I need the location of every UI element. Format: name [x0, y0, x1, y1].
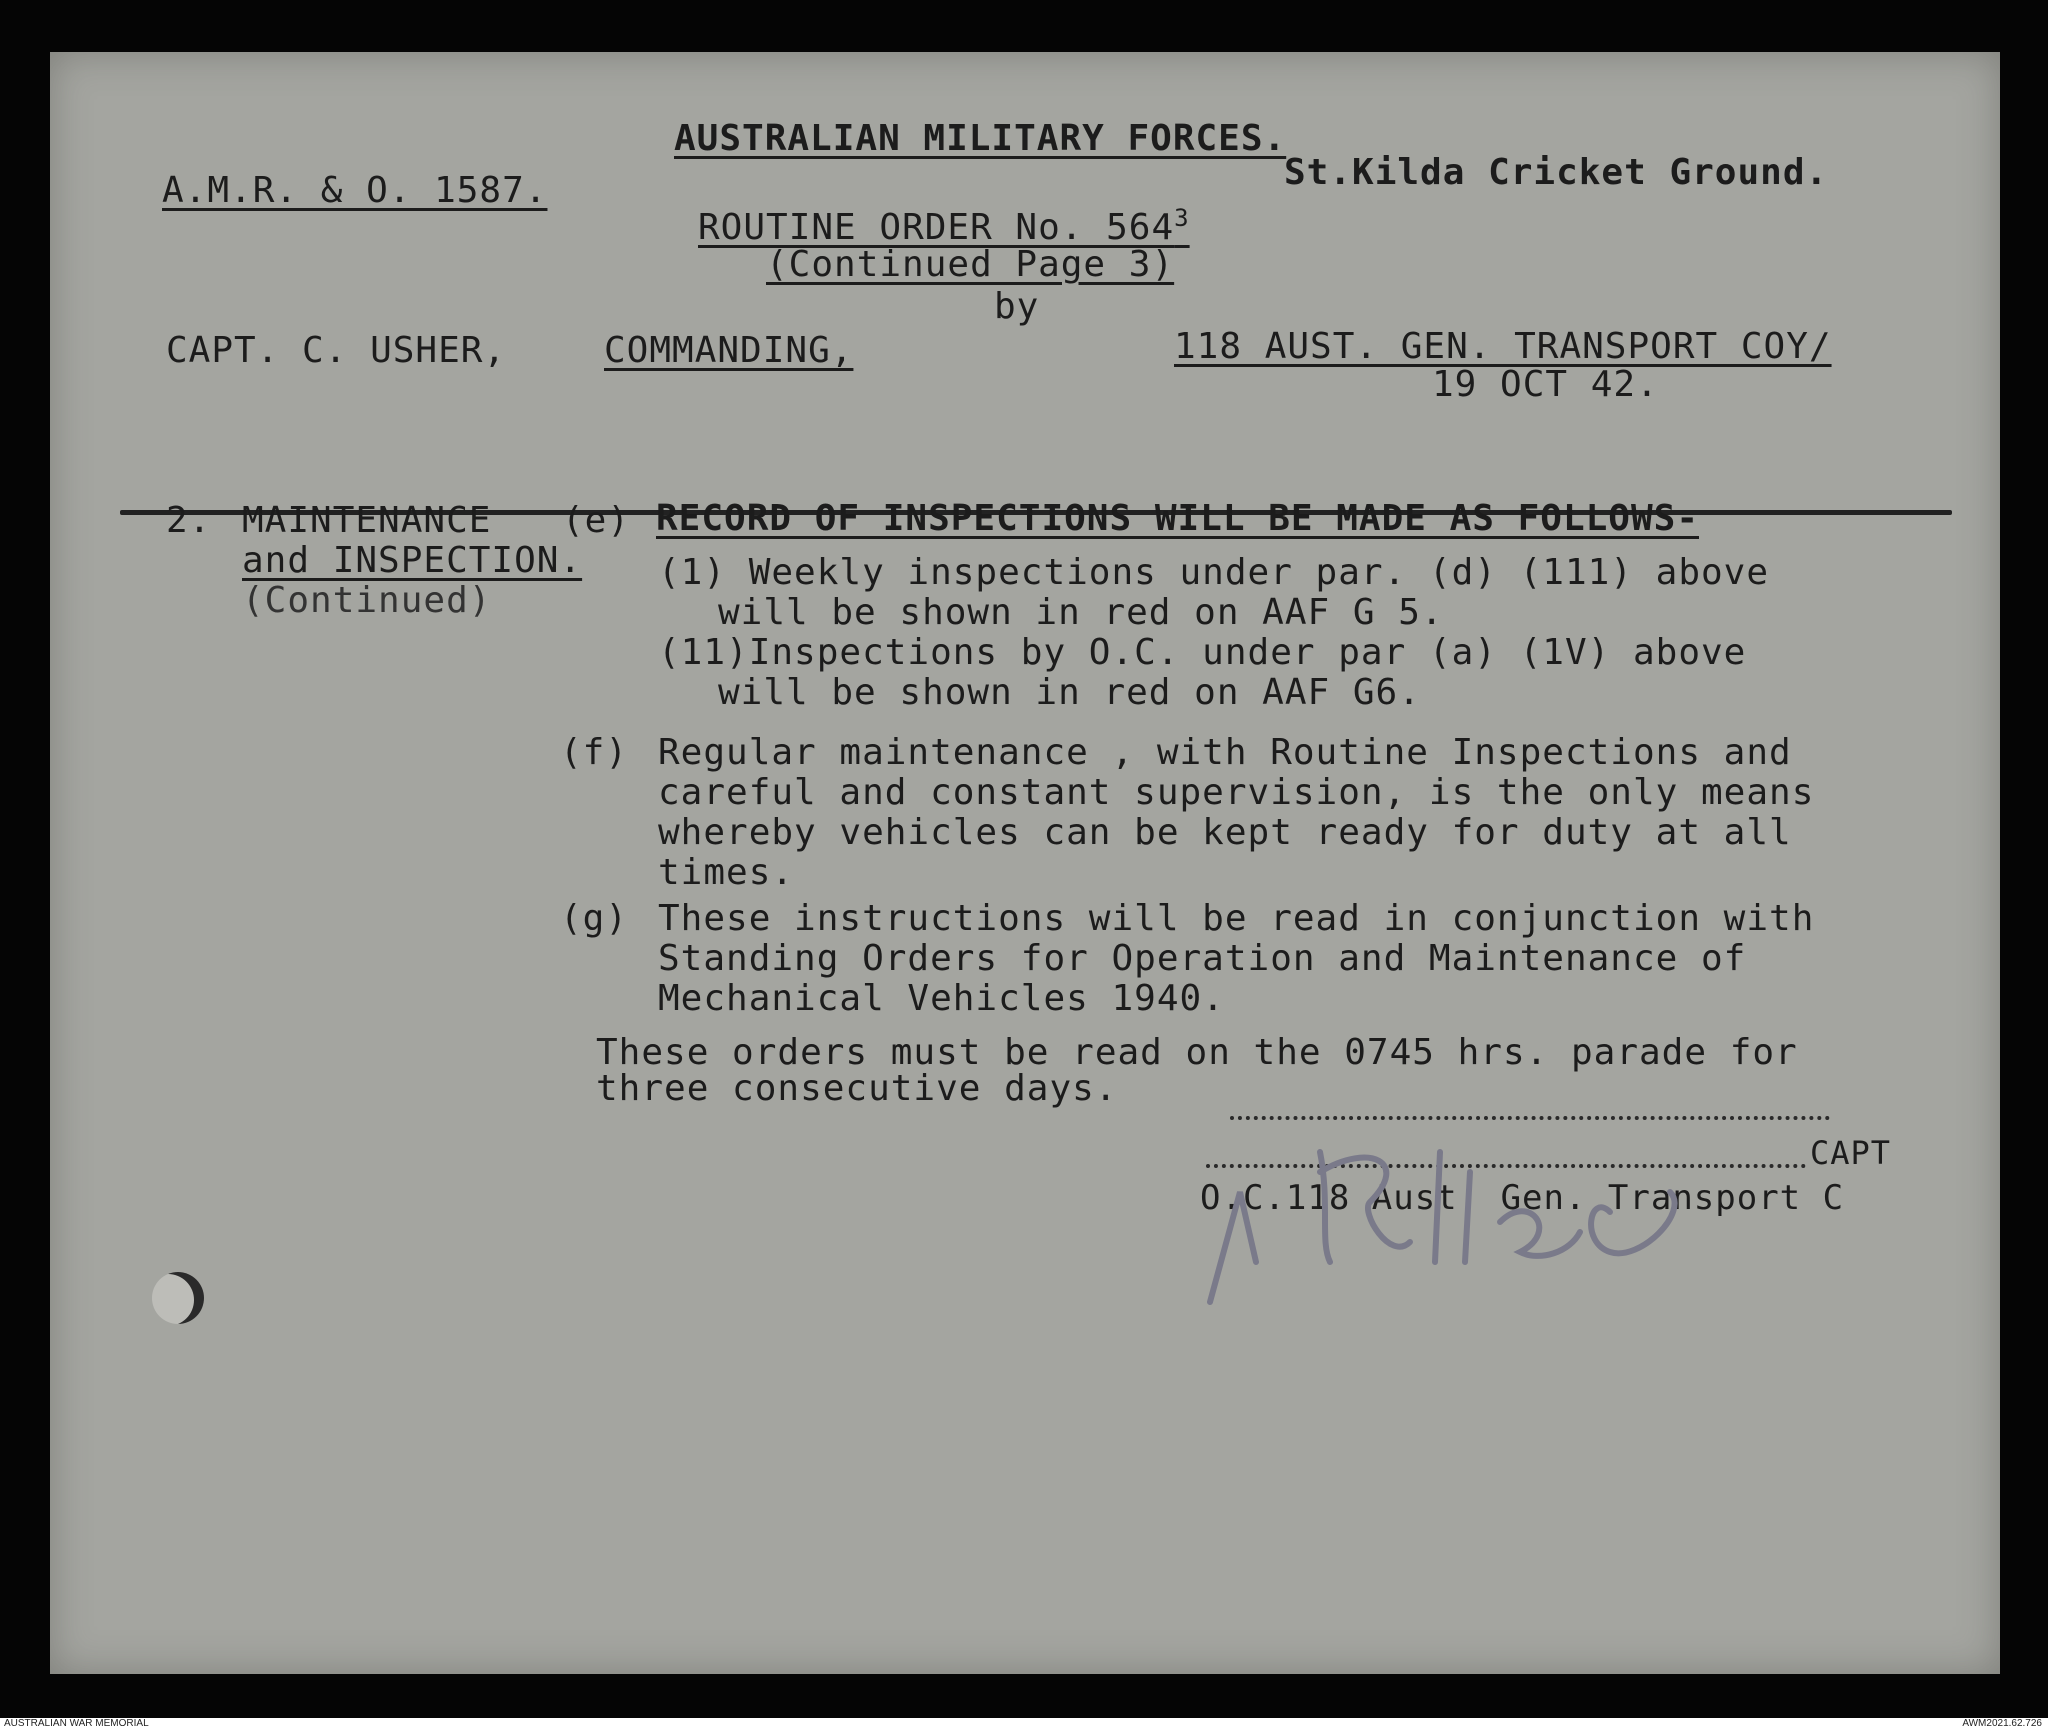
- commander-name: CAPT. C. USHER,: [166, 330, 507, 371]
- section-heading-line2: and INSPECTION.: [242, 540, 583, 581]
- archive-name: AUSTRALIAN WAR MEMORIAL: [4, 1718, 149, 1729]
- para-f-marker: (f): [560, 732, 629, 773]
- handwritten-signature: [1170, 1112, 1730, 1312]
- para-f-line3: whereby vehicles can be kept ready for duty at all: [658, 812, 1792, 853]
- para-g-line3: Mechanical Vehicles 1940.: [658, 978, 1225, 1019]
- para-e-marker: (e): [562, 500, 631, 541]
- by-text: by: [994, 286, 1040, 327]
- order-date: 19 OCT 42.: [1432, 364, 1659, 405]
- item-i-line2: will be shown in red on AAF G 5.: [718, 592, 1444, 633]
- item-i-line1: (1) Weekly inspections under par. (d) (111) above: [658, 552, 1770, 593]
- order-title: [698, 204, 1190, 248]
- order-superscript: 3: [1174, 204, 1190, 232]
- reference-number: A.M.R. & O. 1587.: [162, 170, 548, 211]
- para-f-line2: careful and constant supervision, is the only means: [658, 772, 1815, 813]
- force-heading: AUSTRALIAN MILITARY FORCES.: [674, 118, 1287, 159]
- closing-line2: three consecutive days.: [596, 1068, 1118, 1109]
- para-g-line1: These instructions will be read in conjunction with: [658, 898, 1815, 939]
- section-heading-line1: MAINTENANCE: [242, 500, 492, 541]
- para-g-marker: (g): [560, 898, 629, 939]
- para-e-title: RECORD OF INSPECTIONS WILL BE MADE AS FOLLOWS-: [656, 498, 1699, 539]
- location-text: St.Kilda Cricket Ground.: [1284, 152, 1829, 193]
- commander-role: COMMANDING,: [604, 330, 854, 371]
- para-f-line1: Regular maintenance , with Routine Inspections and: [658, 732, 1792, 773]
- document-page: [50, 52, 2000, 1674]
- section-heading-line3: (Continued): [242, 580, 492, 621]
- item-ii-line2: will be shown in red on AAF G6.: [718, 672, 1421, 713]
- archive-reference: AWM2021.62.726: [1962, 1718, 2042, 1729]
- para-g-line2: Standing Orders for Operation and Maintenance of: [658, 938, 1747, 979]
- unit-name: 118 AUST. GEN. TRANSPORT COY/: [1174, 326, 1832, 367]
- signatory-title: O.C.118 Aust. Gen. Transport C: [1200, 1178, 1845, 1218]
- para-f-line4: times.: [658, 852, 795, 893]
- continued-note: (Continued Page 3): [766, 244, 1175, 285]
- closing-line1: These orders must be read on the 0745 hrs. parade for: [596, 1032, 1798, 1073]
- section-number: 2.: [166, 500, 212, 541]
- order-title-text: ROUTINE ORDER No. 564: [698, 207, 1175, 248]
- archive-footer: [0, 1718, 2048, 1730]
- signatory-rank: CAPT: [1810, 1134, 1892, 1172]
- punch-hole: [152, 1272, 204, 1324]
- item-ii-line1: (11)Inspections by O.C. under par (a) (1V) above: [658, 632, 1747, 673]
